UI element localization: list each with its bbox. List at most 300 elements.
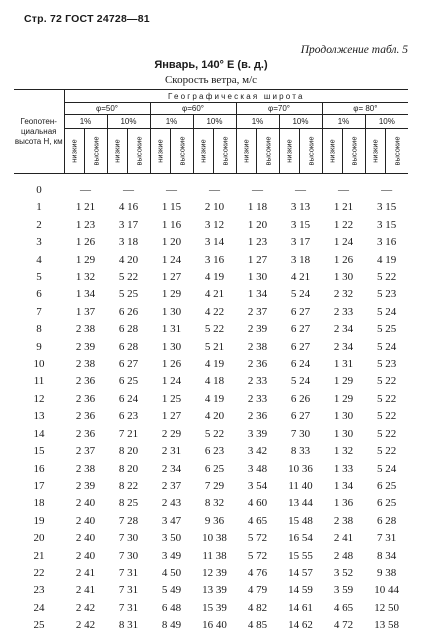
wind-value-cell: 5 24 [290, 288, 311, 301]
wind-value-cell: 3 48 [247, 462, 268, 475]
wind-value-cell: 1 26 [333, 253, 354, 266]
wind-value-cell: 1 30 [247, 271, 268, 284]
table-row [14, 182, 408, 199]
wind-value-cell: 15 48 [288, 514, 313, 527]
wind-value-cell: 4 72 [333, 619, 354, 632]
wind-value-cell: 16 54 [288, 532, 313, 545]
wind-value-cell: 1 23 [75, 218, 96, 231]
wind-value-cell: 1 21 [333, 201, 354, 214]
wind-value-cell: 4 65 [333, 601, 354, 614]
wind-value-cell: 10 36 [288, 462, 313, 475]
wind-value-cell: 1 31 [161, 323, 182, 336]
height-cell: 22 [33, 566, 45, 579]
wind-value-cell: 8 20 [118, 462, 139, 475]
wind-value-cell: 3 39 [247, 427, 268, 440]
wind-value-cell: — [295, 184, 306, 196]
sub-header-pair [322, 129, 365, 174]
height-cell: 10 [33, 358, 45, 371]
wind-value-cell: 1 24 [161, 253, 182, 266]
wind-value-cell: 8 32 [204, 497, 225, 510]
wind-value-cell: 1 34 [75, 288, 96, 301]
wind-value-cell: 6 24 [118, 392, 139, 405]
continuation-label: Продолжение табл. 5 [300, 44, 408, 56]
sub-header-pair [279, 129, 322, 174]
wind-value-cell: 1 27 [161, 271, 182, 284]
sub-header-low: низкие [241, 139, 251, 163]
height-cell: 11 [33, 375, 45, 388]
sub-header-pair [236, 129, 279, 174]
wind-value-cell: 2 32 [333, 288, 354, 301]
table-row [14, 286, 408, 303]
wind-value-cell: 4 79 [247, 584, 268, 597]
wind-value-cell: 16 40 [202, 619, 227, 632]
wind-value-cell: 2 41 [75, 566, 96, 579]
sub-header-high: высокие [177, 136, 187, 166]
wind-value-cell: 2 48 [333, 549, 354, 562]
wind-speed-table [14, 89, 408, 635]
wind-value-cell: 7 30 [118, 549, 139, 562]
table-row [14, 565, 408, 582]
wind-value-cell: 6 24 [290, 358, 311, 371]
wind-value-cell: 6 27 [290, 340, 311, 353]
wind-value-cell: 3 16 [376, 236, 397, 249]
sub-header-low: низкие [112, 139, 122, 163]
wind-value-cell: 4 85 [247, 619, 268, 632]
wind-value-cell: 6 28 [118, 340, 139, 353]
height-cell: 4 [36, 253, 42, 266]
height-cell: 9 [36, 340, 42, 353]
wind-value-cell: 2 34 [161, 462, 182, 475]
height-cell: 24 [33, 601, 45, 614]
height-cell: 19 [33, 514, 45, 527]
wind-value-cell: 1 20 [247, 218, 268, 231]
wind-value-cell: 3 18 [290, 253, 311, 266]
height-cell: 2 [36, 218, 42, 231]
percent-1-header: 1% [64, 115, 107, 129]
wind-value-cell: 5 22 [204, 323, 225, 336]
wind-value-cell: 2 38 [333, 514, 354, 527]
sub-header-low: низкие [284, 139, 294, 163]
wind-value-cell: 4 19 [204, 271, 225, 284]
wind-value-cell: 1 33 [333, 462, 354, 475]
wind-value-cell: 2 41 [333, 532, 354, 545]
wind-value-cell: 5 22 [376, 271, 397, 284]
sub-header-high: высокие [306, 136, 316, 166]
wind-value-cell: 5 72 [247, 532, 268, 545]
height-cell: 0 [36, 184, 42, 196]
wind-value-cell: 8 22 [118, 479, 139, 492]
height-cell: 16 [33, 462, 45, 475]
wind-value-cell: 2 38 [75, 358, 96, 371]
percent-10-header: 10% [107, 115, 150, 129]
table-row [14, 600, 408, 617]
height-cell: 21 [33, 549, 45, 562]
table-row [14, 582, 408, 599]
wind-value-cell: 15 55 [288, 549, 313, 562]
wind-value-cell: 1 30 [333, 427, 354, 440]
wind-value-cell: 5 22 [376, 375, 397, 388]
wind-value-cell: 6 25 [204, 462, 225, 475]
wind-value-cell: — [123, 184, 134, 196]
table-row [14, 356, 408, 373]
wind-value-cell: — [381, 184, 393, 196]
wind-value-cell: 2 36 [75, 392, 96, 405]
sub-header-low: низкие [155, 139, 165, 163]
wind-value-cell: 2 40 [75, 532, 96, 545]
wind-value-cell: 13 58 [374, 619, 399, 632]
wind-value-cell: 5 24 [376, 462, 397, 475]
height-column-header: Геопотен- циальная высота H, км [14, 90, 64, 174]
height-cell: 8 [36, 323, 42, 336]
wind-value-cell: 3 17 [290, 236, 311, 249]
wind-value-cell: 4 22 [204, 305, 225, 318]
wind-value-cell: 1 29 [333, 375, 354, 388]
wind-value-cell: 5 25 [118, 288, 139, 301]
wind-value-cell: 15 39 [202, 601, 227, 614]
height-cell: 17 [33, 479, 45, 492]
wind-value-cell: 5 24 [376, 305, 397, 318]
wind-value-cell: 4 21 [290, 271, 311, 284]
wind-value-cell: 4 50 [161, 566, 182, 579]
wind-value-cell: 3 14 [204, 236, 225, 249]
wind-value-cell: 1 20 [161, 236, 182, 249]
wind-value-cell: 7 30 [118, 532, 139, 545]
table-subtitle: Скорость ветра, м/с [164, 74, 258, 86]
wind-value-cell: 8 20 [118, 445, 139, 458]
wind-value-cell: 1 31 [333, 358, 354, 371]
table-row [14, 373, 408, 390]
wind-value-cell: — [80, 184, 91, 196]
sub-header-pair [365, 129, 408, 174]
table-row [14, 217, 408, 234]
wind-value-cell: 5 22 [376, 445, 397, 458]
wind-value-cell: 4 20 [204, 410, 225, 423]
wind-value-cell: 8 49 [161, 619, 182, 632]
wind-value-cell: 6 26 [290, 392, 311, 405]
wind-value-cell: — [166, 184, 177, 196]
wind-value-cell: 1 18 [247, 201, 268, 214]
latitude-70-header: φ=70° [236, 103, 322, 115]
wind-value-cell: 1 22 [333, 218, 354, 231]
wind-value-cell: 2 33 [333, 305, 354, 318]
wind-value-cell: 3 50 [161, 532, 182, 545]
wind-value-cell: 5 22 [376, 392, 397, 405]
wind-value-cell: 1 32 [75, 271, 96, 284]
wind-value-cell: 10 38 [202, 532, 227, 545]
wind-value-cell: 3 12 [204, 218, 225, 231]
wind-value-cell: 6 27 [290, 323, 311, 336]
wind-value-cell: 4 82 [247, 601, 268, 614]
wind-value-cell: 14 59 [288, 584, 313, 597]
wind-value-cell: 7 31 [376, 532, 397, 545]
wind-value-cell: 1 29 [161, 288, 182, 301]
table-row [14, 443, 408, 460]
wind-value-cell: 2 43 [161, 497, 182, 510]
height-cell: 5 [36, 271, 42, 284]
latitude-80-header: φ= 80° [322, 103, 408, 115]
wind-value-cell: 3 18 [118, 236, 139, 249]
wind-value-cell: 7 21 [118, 427, 139, 440]
wind-value-cell: 1 24 [161, 375, 182, 388]
percent-10-header: 10% [365, 115, 408, 129]
wind-value-cell: 9 36 [204, 514, 225, 527]
sub-header-pair [64, 129, 107, 174]
wind-value-cell: 3 52 [333, 566, 354, 579]
wind-value-cell: 6 27 [290, 410, 311, 423]
wind-value-cell: 2 39 [75, 340, 96, 353]
wind-value-cell: 11 40 [288, 479, 313, 492]
wind-value-cell: 5 24 [290, 375, 311, 388]
wind-value-cell: 1 25 [161, 392, 182, 405]
wind-value-cell: 6 23 [204, 445, 225, 458]
wind-value-cell: 4 65 [247, 514, 268, 527]
wind-value-cell: 2 37 [247, 305, 268, 318]
table-row [14, 530, 408, 547]
sub-header-high: высокие [349, 136, 359, 166]
wind-value-cell: 2 36 [75, 427, 96, 440]
height-cell: 7 [36, 305, 42, 318]
wind-value-cell: 14 57 [288, 566, 313, 579]
wind-value-cell: 7 31 [118, 566, 139, 579]
wind-value-cell: 6 25 [376, 497, 397, 510]
wind-value-cell: 5 23 [376, 358, 397, 371]
table-month-title: Январь, 140° Е (в. д.) [154, 59, 268, 71]
wind-value-cell: 5 22 [204, 427, 225, 440]
wind-value-cell: 2 37 [161, 479, 182, 492]
sub-header-low: низкие [198, 139, 208, 163]
wind-value-cell: 6 28 [118, 323, 139, 336]
table-row [14, 339, 408, 356]
table-row [14, 461, 408, 478]
latitude-50-header: φ=50° [64, 103, 150, 115]
sub-header-high: высокие [392, 136, 402, 166]
wind-value-cell: 7 31 [118, 601, 139, 614]
sub-header-high: высокие [263, 136, 273, 166]
wind-value-cell: 1 26 [161, 358, 182, 371]
table-row [14, 495, 408, 512]
percent-10-header: 10% [279, 115, 322, 129]
wind-value-cell: 8 25 [118, 497, 139, 510]
wind-value-cell: 12 39 [202, 566, 227, 579]
wind-value-cell: 2 29 [161, 427, 182, 440]
percent-1-header: 1% [236, 115, 279, 129]
wind-value-cell: 1 34 [247, 288, 268, 301]
wind-value-cell: 2 40 [75, 497, 96, 510]
wind-value-cell: 5 25 [376, 323, 397, 336]
wind-value-cell: 14 62 [288, 619, 313, 632]
wind-value-cell: 2 37 [75, 445, 96, 458]
wind-value-cell: 2 36 [75, 410, 96, 423]
height-cell: 12 [33, 392, 45, 405]
sub-header-low: низкие [327, 139, 337, 163]
wind-value-cell: — [338, 184, 349, 196]
wind-value-cell: 3 42 [247, 445, 268, 458]
wind-value-cell: 5 49 [161, 584, 182, 597]
wind-value-cell: 2 10 [204, 201, 225, 214]
table-row [14, 391, 408, 408]
wind-value-cell: 1 36 [333, 497, 354, 510]
wind-value-cell: 4 19 [204, 392, 225, 405]
wind-value-cell: — [209, 184, 220, 196]
percent-1-header: 1% [322, 115, 365, 129]
wind-value-cell: 11 38 [202, 549, 227, 562]
wind-value-cell: 5 23 [376, 288, 397, 301]
wind-value-cell: 4 19 [204, 358, 225, 371]
wind-value-cell: 2 38 [247, 340, 268, 353]
wind-value-cell: 6 48 [161, 601, 182, 614]
wind-value-cell: 3 47 [161, 514, 182, 527]
wind-value-cell: 1 21 [75, 201, 96, 214]
wind-value-cell: 1 30 [161, 340, 182, 353]
table-row [14, 199, 408, 216]
wind-value-cell: 3 16 [204, 253, 225, 266]
wind-value-cell: 1 34 [333, 479, 354, 492]
wind-value-cell: 5 22 [376, 427, 397, 440]
wind-value-cell: 2 38 [75, 323, 96, 336]
wind-value-cell: 10 44 [374, 584, 399, 597]
height-cell: 1 [36, 201, 42, 214]
wind-value-cell: 4 60 [247, 497, 268, 510]
table-row [14, 304, 408, 321]
wind-value-cell: 1 27 [247, 253, 268, 266]
sub-header-pair [193, 129, 236, 174]
height-cell: 15 [33, 445, 45, 458]
wind-value-cell: 4 20 [118, 253, 139, 266]
table-row [14, 408, 408, 425]
table-row [14, 269, 408, 286]
wind-value-cell: 6 26 [118, 305, 139, 318]
wind-value-cell: 4 76 [247, 566, 268, 579]
wind-value-cell: 5 72 [247, 549, 268, 562]
wind-value-cell: 2 41 [75, 584, 96, 597]
wind-value-cell: 6 25 [118, 375, 139, 388]
table-row [14, 617, 408, 634]
wind-value-cell: 5 21 [204, 340, 225, 353]
wind-value-cell: 1 37 [75, 305, 96, 318]
wind-value-cell: 2 39 [75, 479, 96, 492]
height-cell: 3 [36, 236, 42, 249]
wind-value-cell: 1 26 [75, 236, 96, 249]
sub-header-pair [150, 129, 193, 174]
latitude-group-header: Географическая широта [64, 90, 408, 103]
wind-value-cell: 2 40 [75, 549, 96, 562]
wind-value-cell: 2 34 [333, 340, 354, 353]
wind-value-cell: 7 31 [118, 584, 139, 597]
sub-header-high: высокие [220, 136, 230, 166]
page-header: Стр. 72 ГОСТ 24728—81 [24, 13, 150, 25]
height-cell: 6 [36, 288, 42, 301]
wind-value-cell: 2 42 [75, 601, 96, 614]
wind-value-cell: 4 19 [376, 253, 397, 266]
table-row [14, 548, 408, 565]
wind-value-cell: 2 40 [75, 514, 96, 527]
wind-value-cell: 3 15 [376, 218, 397, 231]
height-cell: 20 [33, 532, 45, 545]
wind-value-cell: 3 15 [290, 218, 311, 231]
wind-value-cell: 1 30 [333, 410, 354, 423]
latitude-60-header: φ=60° [150, 103, 236, 115]
wind-value-cell: 1 32 [333, 445, 354, 458]
table-row [14, 234, 408, 251]
wind-value-cell: 3 15 [376, 201, 397, 214]
wind-value-cell: 2 36 [75, 375, 96, 388]
wind-value-cell: 14 61 [288, 601, 313, 614]
wind-value-cell: 6 28 [376, 514, 397, 527]
table-row [14, 426, 408, 443]
wind-value-cell: 3 59 [333, 584, 354, 597]
height-cell: 25 [33, 619, 45, 632]
height-cell: 18 [33, 497, 45, 510]
wind-value-cell: 3 49 [161, 549, 182, 562]
wind-value-cell: 4 16 [118, 201, 139, 214]
wind-value-cell: 8 34 [376, 549, 397, 562]
wind-value-cell: 3 17 [118, 218, 139, 231]
wind-value-cell: 2 42 [75, 619, 96, 632]
wind-value-cell: 7 30 [290, 427, 311, 440]
wind-value-cell: 1 30 [161, 305, 182, 318]
percent-10-header: 10% [193, 115, 236, 129]
wind-value-cell: 3 54 [247, 479, 268, 492]
height-cell: 23 [33, 584, 45, 597]
wind-value-cell: 2 33 [247, 392, 268, 405]
wind-value-cell: 1 27 [161, 410, 182, 423]
wind-value-cell: 1 29 [333, 392, 354, 405]
percent-1-header: 1% [150, 115, 193, 129]
wind-value-cell: 5 22 [376, 410, 397, 423]
wind-value-cell: 7 28 [118, 514, 139, 527]
wind-value-cell: 6 25 [376, 479, 397, 492]
wind-value-cell: 9 38 [376, 566, 397, 579]
height-cell: 14 [33, 427, 45, 440]
table-row [14, 252, 408, 269]
wind-value-cell: 2 34 [333, 323, 354, 336]
sub-header-low: низкие [69, 139, 79, 163]
sub-header-high: высокие [134, 136, 144, 166]
wind-value-cell: 2 33 [247, 375, 268, 388]
wind-value-cell: 13 44 [288, 497, 313, 510]
wind-value-cell: 2 39 [247, 323, 268, 336]
wind-value-cell: 2 36 [247, 410, 268, 423]
wind-value-cell: 13 39 [202, 584, 227, 597]
wind-value-cell: 8 33 [290, 445, 311, 458]
sub-header-high: высокие [91, 136, 101, 166]
wind-value-cell: 6 27 [118, 358, 139, 371]
wind-value-cell: 1 23 [247, 236, 268, 249]
wind-value-cell: 2 36 [247, 358, 268, 371]
table-row [14, 513, 408, 530]
wind-value-cell: — [252, 184, 263, 196]
height-cell: 13 [33, 410, 45, 423]
wind-value-cell: 7 29 [204, 479, 225, 492]
wind-value-cell: 5 22 [118, 271, 139, 284]
wind-value-cell: 1 30 [333, 271, 354, 284]
wind-value-cell: 1 16 [161, 218, 182, 231]
wind-value-cell: 6 27 [290, 305, 311, 318]
wind-value-cell: 12 50 [374, 601, 399, 614]
wind-value-cell: 1 15 [161, 201, 182, 214]
wind-value-cell: 2 38 [75, 462, 96, 475]
sub-header-pair [107, 129, 150, 174]
sub-header-low: низкие [370, 139, 380, 163]
wind-value-cell: 6 23 [118, 410, 139, 423]
wind-value-cell: 1 29 [75, 253, 96, 266]
wind-value-cell: 8 31 [118, 619, 139, 632]
wind-value-cell: 2 31 [161, 445, 182, 458]
wind-value-cell: 5 24 [376, 340, 397, 353]
wind-value-cell: 3 13 [290, 201, 311, 214]
table-row [14, 321, 408, 338]
wind-value-cell: 4 18 [204, 375, 225, 388]
